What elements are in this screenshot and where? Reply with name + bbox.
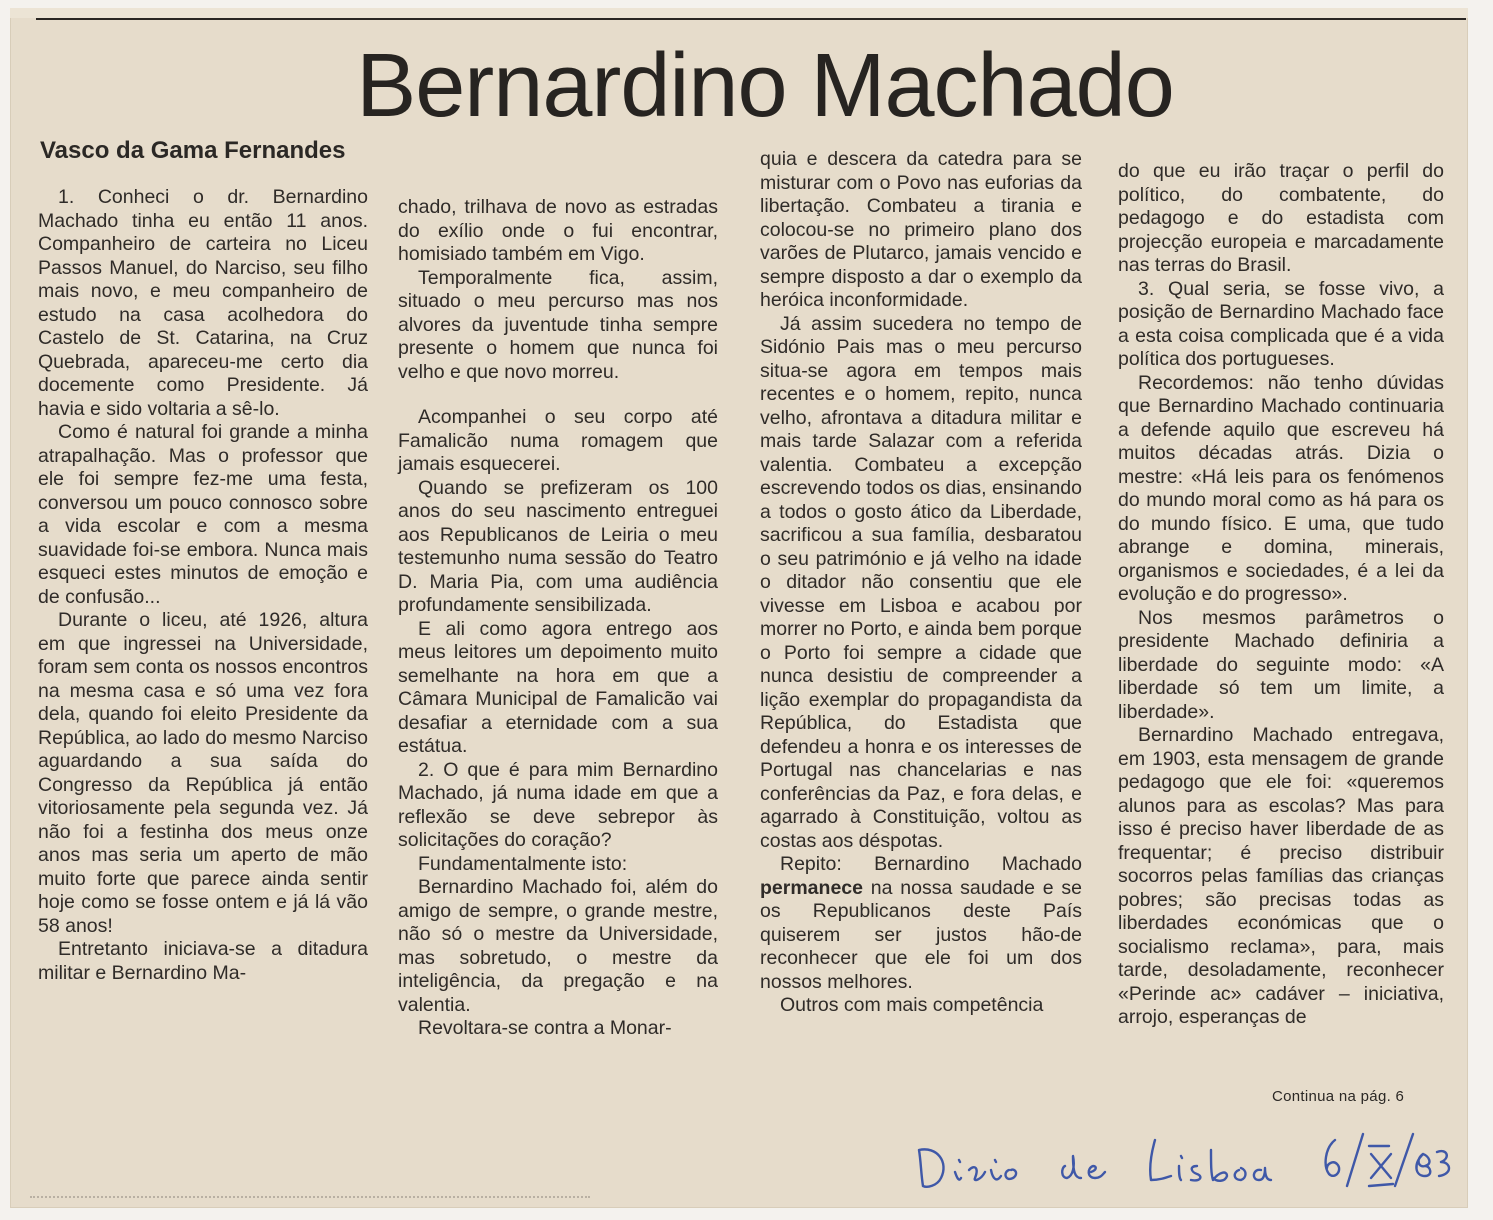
- emphasized-word: permanece: [760, 876, 863, 899]
- paragraph: Acompanhei o seu corpo até Famalicão numa romagem que jamais esquecerei.: [398, 406, 718, 475]
- paragraph: Bernardino Machado entregava, em 1903, esta mensagem de grande pedagogo que ele foi: «queremos alunos para as escolas? Mas para isso é preciso haver liberdade de as frequentar; é preciso distribuir socorros pelas famílias das crianças pobres; são precisas todas as liberdades económicas que o socialismo reclama», para, mais tarde, desoladamente, reconhecer «Perinde ac» cadáver – iniciativa, arrojo, esperanças de: [1118, 724, 1444, 1028]
- paragraph: E ali como agora entrego aos meus leitores um depoimento muito semelhante na hora em que a Câmara Municipal de Famalicão vai desafiar a eternidade com a sua estátua.: [398, 617, 718, 757]
- paragraph: 3. Qual seria, se fosse vivo, a posição de Bernardino Machado face a esta coisa complicada que é a vida política dos portugueses.: [1118, 277, 1444, 370]
- torn-top-edge: [10, 8, 1468, 18]
- bleed-through-bottom: [30, 1196, 590, 1208]
- newspaper-clipping: [10, 8, 1468, 1208]
- article-column-4: [1118, 160, 1444, 1030]
- byline: Vasco da Gama Fernandes: [40, 137, 346, 164]
- paragraph: 1. Conheci o dr. Bernardino Machado tinha eu então 11 anos. Companheiro de carteira no Liceu Passos Manuel, do Narciso, seu filho mais novo, e meu companheiro de estudo na casa acolhedora do Castelo de St. Catarina, na Cruz Quebrada, apareceu-me certo dia docemente como Presidente. Já havia e sido voltaria a sê-lo.: [38, 186, 368, 420]
- paragraph: Como é natural foi grande a minha atrapalhação. Mas o professor que ele foi sempre fez-me uma festa, conversou um pouco connosco sobre a vida escolar e com a mesma suavidade foi-se embora. Nunca mais esqueci estes minutos de emoção e de confusão...: [38, 421, 368, 608]
- paragraph: Temporalmente fica, assim, situado o meu percurso mas nos alvores da juventude tinha sempre presente o homem que nunca foi velho e que novo morreu.: [398, 266, 718, 383]
- paragraph: Bernardino Machado foi, além do amigo de sempre, o grande mestre, não só o mestre da Universidade, mas sobretudo, o mestre da inteligência, da pregação e na valentia.: [398, 876, 718, 1016]
- article-column-2: [398, 196, 718, 1041]
- continued-on-page-label: Continua na pág. 6: [1272, 1088, 1405, 1105]
- paragraph: Já assim sucedera no tempo de Sidónio Pais mas o meu percurso situa-se agora em tempos mais recentes e o homem, repito, nunca velho, afrontava a ditadura militar e mais tarde Salazar com a referida valentia. Combateu a excepção escrevendo todos os dias, ensinando a todos o gosto ático da Liberdade, sacrificou a sua família, desbaratou o seu património e já velho na idade o ditador não consentiu que ele vivesse em Lisboa e acabou por morrer no Porto, e ainda bem porque o Porto foi sempre a cidade que nunca desistiu de compreender a lição exemplar do propagandista da República, do Estadista que defendeu a honra e os interesses de Portugal nas chancelarias e nas conferências da Paz, e fora delas, e agarrado à Constituição, voltou as costas aos déspotas.: [760, 312, 1082, 852]
- headline: Bernardino Machado: [356, 36, 1174, 136]
- paragraph: Revoltara-se contra a Monar-: [418, 1017, 672, 1039]
- paragraph: Quando se prefizeram os 100 anos do seu nascimento entreguei aos Republicanos de Leiria o meu testemunho numa sessão do Teatro D. Maria Pia, com uma audiência profundamente sensibilizada.: [398, 476, 718, 616]
- paragraph: Nos mesmos parâmetros o presidente Machado definiria a liberdade do seguinte modo: «A liberdade só tem um limite, a liberdade».: [1118, 606, 1444, 723]
- article-column-1: [38, 186, 368, 985]
- paragraph: Durante o liceu, até 1926, altura em que ingressei na Universidade, foram sem conta os nossos encontros na mesma casa e só uma vez fora dela, quando foi eleito Presidente da República, ao lado do mesmo Narciso aguardando a sua saída do Congresso da República já então vitoriosamente pela segunda vez. Já não foi a festinha dos meus onze anos mas seria um aperto de mão muito forte que parece ainda sentir hoje como se fosse ontem e já lá vão 58 anos!: [38, 609, 368, 937]
- paragraph: Fundamentalmente isto:: [418, 852, 628, 875]
- top-rule: [36, 18, 1466, 20]
- paragraph: quia e descera da catedra para se misturar com o Povo nas euforias da libertação. Combateu a tirania e colocou-se no primeiro plano dos varões de Plutarco, jamais vencido e sempre disposto a dar o exemplo da heróica inconformidade.: [760, 148, 1082, 311]
- paragraph: Entretanto iniciava-se a ditadura militar e Bernardino Ma-: [38, 938, 368, 984]
- paragraph: 2. O que é para mim Bernardino Machado, já numa idade em que a reflexão se deve sebrepor às solicitações do coração?: [398, 758, 718, 851]
- article-column-3: [760, 148, 1082, 1018]
- paragraph: Recordemos: não tenho dúvidas que Bernardino Machado continuaria a defende aquilo que escreveu há muitos décadas atrás. Dizia o mestre: «Há leis para os fenómenos do mundo moral como as há para os do mundo físico. E uma, que tudo abrange e domina, minerais, organismos e sociedades, é a lei da evolução e do progresso».: [1118, 371, 1444, 605]
- paragraph: do que eu irão traçar o perfil do político, do combatente, do pedagogo e do estadista com projecção europeia e marcadamente nas terras do Brasil.: [1118, 160, 1444, 276]
- paragraph: Outros com mais competência: [780, 994, 1044, 1016]
- handwritten-source-note-icon: [915, 1120, 1455, 1200]
- paragraph-with-emphasis: Repito: Bernardino Machado permanece na nossa saudade e se os Republicanos deste País quiserem ser justos hão-de reconhecer que ele foi um dos nossos melhores.: [760, 853, 1082, 993]
- paragraph: chado, trilhava de novo as estradas do exílio onde o fui encontrar, homisiado também em Vigo.: [398, 196, 718, 265]
